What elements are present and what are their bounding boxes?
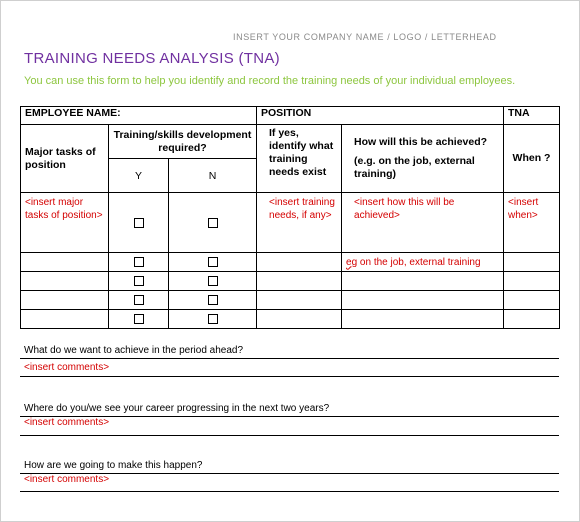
divider [20, 376, 559, 377]
question-section-3 [20, 455, 559, 515]
yes-checkbox[interactable] [134, 257, 144, 267]
n-checkbox-cell [169, 291, 257, 310]
table-row [21, 310, 560, 329]
needs-cell[interactable] [257, 272, 342, 291]
question-section-1 [20, 340, 559, 400]
needs-cell[interactable] [257, 253, 342, 272]
when-cell[interactable] [504, 310, 560, 329]
how-cell[interactable] [342, 272, 504, 291]
letterhead-placeholder: INSERT YOUR COMPANY NAME / LOGO / LETTERHEAD [233, 32, 497, 42]
y-checkbox-cell [109, 291, 169, 310]
y-checkbox-cell [109, 310, 169, 329]
question-text: Where do you/we see your career progressing in the next two years? [24, 403, 330, 414]
when-cell[interactable] [504, 291, 560, 310]
comment-placeholder[interactable]: <insert comments> [24, 474, 110, 485]
y-checkbox-cell [109, 272, 169, 291]
no-checkbox[interactable] [208, 314, 218, 324]
col-header-how [342, 125, 504, 193]
how-eg-prefix: eg [346, 256, 358, 268]
tasks-placeholder[interactable]: <insert major tasks of position> [21, 193, 109, 253]
col-header-how-example: (e.g. on the job, external training) [354, 155, 475, 180]
divider [20, 491, 559, 492]
table-row [21, 272, 560, 291]
yes-checkbox[interactable] [134, 276, 144, 286]
divider [20, 435, 559, 436]
y-checkbox-cell [109, 253, 169, 272]
needs-cell[interactable] [257, 291, 342, 310]
question-text: What do we want to achieve in the period ahead? [24, 345, 244, 356]
n-checkbox-cell [169, 310, 257, 329]
how-cell[interactable] [342, 310, 504, 329]
divider [20, 358, 559, 359]
form-subtitle: You can use this form to help you identify and record the training needs of your individual employees. [24, 75, 516, 87]
position-label: POSITION [261, 107, 312, 119]
tasks-cell[interactable] [21, 291, 109, 310]
tasks-cell[interactable] [21, 310, 109, 329]
tna-cell [504, 107, 560, 125]
no-checkbox[interactable] [208, 218, 218, 228]
no-checkbox[interactable] [208, 276, 218, 286]
form-title: TRAINING NEEDS ANALYSIS (TNA) [24, 50, 280, 67]
col-header-when: When ? [504, 125, 560, 193]
table-row [21, 253, 560, 272]
tna-table [20, 106, 560, 329]
table-row [21, 291, 560, 310]
n-checkbox-cell [169, 272, 257, 291]
when-placeholder[interactable]: <insert when> [504, 193, 560, 253]
employee-name-cell[interactable] [21, 107, 257, 125]
col-header-ifyes: If yes, identify what training needs exist [257, 125, 342, 193]
tasks-cell[interactable] [21, 253, 109, 272]
no-checkbox[interactable] [208, 295, 218, 305]
how-placeholder[interactable]: <insert how this will be achieved> [342, 193, 504, 253]
how-eg-rest: on the job, external training [357, 256, 481, 268]
n-checkbox-cell [169, 193, 257, 253]
yes-checkbox[interactable] [134, 218, 144, 228]
y-checkbox-cell [109, 193, 169, 253]
tasks-cell[interactable] [21, 272, 109, 291]
question-text: How are we going to make this happen? [24, 460, 203, 471]
comment-placeholder[interactable]: <insert comments> [24, 362, 110, 373]
tna-label: TNA [508, 107, 530, 119]
yes-checkbox[interactable] [134, 295, 144, 305]
question-section-2 [20, 398, 559, 458]
yes-checkbox[interactable] [134, 314, 144, 324]
col-header-tasks: Major tasks of position [21, 125, 109, 193]
needs-placeholder[interactable]: <insert training needs, if any> [257, 193, 342, 253]
position-cell[interactable] [257, 107, 504, 125]
no-checkbox[interactable] [208, 257, 218, 267]
how-cell[interactable] [342, 253, 504, 272]
comment-placeholder[interactable]: <insert comments> [24, 417, 110, 428]
table-row [21, 193, 560, 253]
how-cell[interactable] [342, 291, 504, 310]
col-header-n: N [169, 159, 257, 193]
col-header-training: Training/skills development required? [109, 125, 257, 159]
employee-name-label: EMPLOYEE NAME: [25, 107, 121, 119]
col-header-y: Y [109, 159, 169, 193]
when-cell[interactable] [504, 272, 560, 291]
when-cell[interactable] [504, 253, 560, 272]
needs-cell[interactable] [257, 310, 342, 329]
col-header-how-title: How will this be achieved? [354, 136, 488, 148]
n-checkbox-cell [169, 253, 257, 272]
